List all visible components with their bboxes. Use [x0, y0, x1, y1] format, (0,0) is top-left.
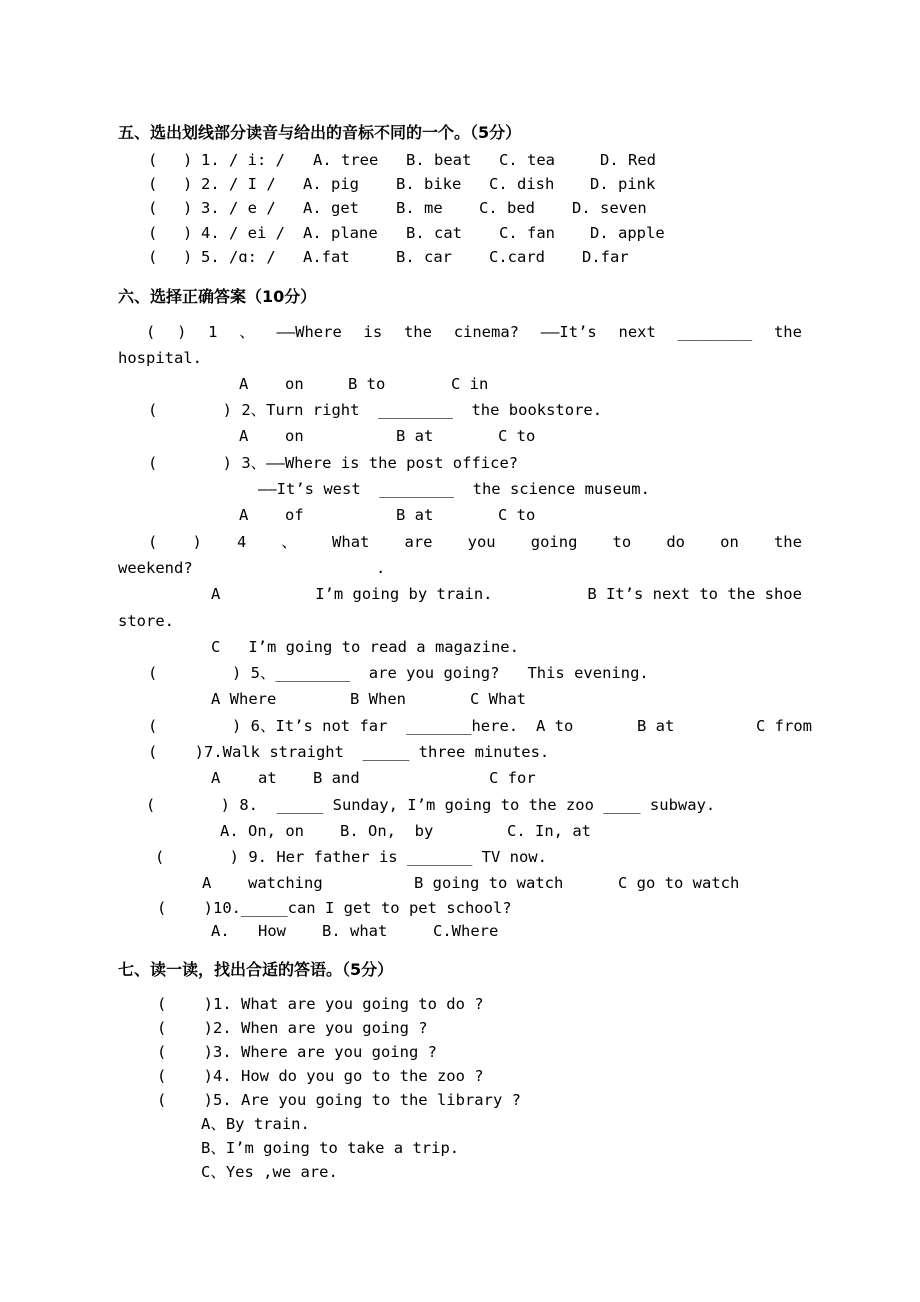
- option-b: B going to watch: [414, 874, 564, 892]
- option-a: A to: [536, 717, 574, 735]
- option-a: A. get: [303, 199, 359, 217]
- option-a: A. tree: [313, 151, 379, 169]
- section-5-title: 五、选出划线部分读音与给出的音标不同的一个。（5分）: [118, 123, 522, 142]
- answer-blank: ________: [677, 323, 753, 341]
- question-8: ( ) 8. _____ Sunday, I’m going to the zoo ____ subway.: [146, 796, 716, 814]
- matching-question: ( )2. When are you going ?: [157, 1019, 428, 1037]
- question-1-line: [118, 322, 802, 342]
- option-a-text: on: [285, 375, 304, 393]
- trailing-dot: .: [376, 559, 386, 577]
- question-10: ( )10._____can I get to pet school?: [157, 899, 512, 917]
- option-c: C go to watch: [618, 874, 740, 892]
- paren-open: (: [148, 151, 158, 169]
- paren-close: ): [183, 175, 193, 193]
- question-5: ( ) 5、________ are you going? This evening.: [148, 664, 649, 682]
- answer-choice: A、By train.: [201, 1115, 310, 1133]
- option-a-text: I’m going by train.: [315, 585, 493, 603]
- question-1-continuation: hospital.: [118, 349, 202, 367]
- option-c: C to: [498, 506, 536, 524]
- option-a-label: A: [239, 375, 249, 393]
- option-b: B to: [348, 375, 386, 393]
- option-c: C from: [756, 717, 812, 735]
- option-c: C.Where: [433, 922, 499, 940]
- option-b: B. beat: [406, 151, 472, 169]
- option-b: B. car: [396, 248, 452, 266]
- option-b: B. what: [322, 922, 388, 940]
- question-4-continuation: weekend?: [118, 559, 193, 577]
- answer-choice: B、I’m going to take a trip.: [201, 1139, 460, 1157]
- word: What: [332, 533, 370, 551]
- question-4-options-line: [118, 584, 802, 604]
- paren-close: ): [183, 151, 193, 169]
- paren-open: (: [148, 175, 158, 193]
- separator: 、: [281, 533, 297, 551]
- option-b-continuation: store.: [118, 612, 174, 630]
- question-2: ( ) 2、Turn right ________ the bookstore.: [148, 401, 603, 419]
- option-c: C What: [470, 690, 526, 708]
- option-a-label: A.: [211, 922, 230, 940]
- option-b: B. me: [396, 199, 443, 217]
- word: next: [618, 323, 656, 341]
- option-c: C for: [489, 769, 536, 787]
- option-a: A. plane: [303, 224, 378, 242]
- option-a-text: on: [285, 427, 304, 445]
- word: cinema?: [453, 323, 520, 341]
- section-7-title: 七、读一读，找出合适的答语。（5分）: [118, 960, 394, 979]
- question-3: ( ) 3、——Where is the post office?: [148, 454, 519, 472]
- option-b: B. On, by: [340, 822, 434, 840]
- option-d: D. seven: [572, 199, 647, 217]
- option-a-label: A: [202, 874, 212, 892]
- option-b: B at: [637, 717, 675, 735]
- option-b: B at: [396, 506, 434, 524]
- option-a-label: A: [211, 585, 221, 603]
- word: the: [773, 323, 802, 341]
- answer-choice: C、Yes ,we are.: [201, 1163, 338, 1181]
- word: to: [612, 533, 632, 551]
- matching-question: ( )4. How do you go to the zoo ?: [157, 1067, 484, 1085]
- option-a-label: A: [239, 427, 249, 445]
- question-4-line: [118, 532, 802, 552]
- paren-close: ): [183, 224, 193, 242]
- question-3-response: ——It’s west ________ the science museum.: [258, 480, 650, 498]
- option-a-text: watching: [248, 874, 323, 892]
- option-c: C in: [451, 375, 489, 393]
- option-d: D.far: [582, 248, 629, 266]
- option-a-text: How: [258, 922, 286, 940]
- option-b: B and: [313, 769, 360, 787]
- paren-open: (: [148, 224, 158, 242]
- question-6: ( ) 6、It’s not far _______here.: [148, 717, 519, 735]
- word: are: [404, 533, 433, 551]
- option-b: B When: [350, 690, 406, 708]
- paren-open: (: [146, 323, 156, 341]
- question-number: 1: [208, 323, 218, 341]
- option-d: D. pink: [590, 175, 656, 193]
- option-a-text: of: [285, 506, 304, 524]
- option-a: A.fat: [303, 248, 350, 266]
- option-c: C. bed: [479, 199, 535, 217]
- question-stem: 5. /ɑ: /: [201, 248, 276, 266]
- option-a-text: at: [258, 769, 277, 787]
- option-a: A Where: [211, 690, 277, 708]
- option-c: C. tea: [499, 151, 555, 169]
- paren-close: ): [177, 323, 187, 341]
- option-a: A. On, on: [220, 822, 304, 840]
- word: ——Where: [276, 323, 342, 341]
- paren-open: (: [148, 248, 158, 266]
- question-stem: 1. / i: /: [201, 151, 285, 169]
- question-stem: 2. / I /: [201, 175, 276, 193]
- word: is: [363, 323, 383, 341]
- paren-close: ): [183, 248, 193, 266]
- option-a-label: A: [239, 506, 249, 524]
- option-d: D. apple: [590, 224, 665, 242]
- option-d: D. Red: [600, 151, 656, 169]
- word: on: [720, 533, 739, 551]
- option-c: C.card: [489, 248, 545, 266]
- option-c: C I’m going to read a magazine.: [211, 638, 519, 656]
- word: you: [467, 533, 496, 551]
- paren-close: ): [192, 533, 202, 551]
- word: the: [773, 533, 802, 551]
- matching-question: ( )3. Where are you going ?: [157, 1043, 437, 1061]
- word: do: [666, 533, 686, 551]
- option-c: C. dish: [489, 175, 555, 193]
- word: going: [530, 533, 578, 551]
- question-7: ( )7.Walk straight _____ three minutes.: [148, 743, 550, 761]
- separator: 、: [239, 323, 255, 341]
- option-a: A. pig: [303, 175, 359, 193]
- word: ——It’s: [540, 323, 597, 341]
- option-a-label: A: [211, 769, 221, 787]
- word: the: [403, 323, 432, 341]
- matching-question: ( )5. Are you going to the library ?: [157, 1091, 521, 1109]
- paren-open: (: [148, 199, 158, 217]
- option-b: B at: [396, 427, 434, 445]
- option-c: C. In, at: [507, 822, 591, 840]
- question-stem: 3. / e /: [201, 199, 276, 217]
- section-6-title: 六、选择正确答案（10分）: [118, 287, 317, 306]
- option-b: B. bike: [396, 175, 462, 193]
- option-c: C. fan: [499, 224, 555, 242]
- option-b: B It’s next to the shoe: [587, 585, 802, 603]
- option-c: C to: [498, 427, 536, 445]
- question-9: ( ) 9. Her father is _______ TV now.: [155, 848, 547, 866]
- paren-close: ): [183, 199, 193, 217]
- option-b: B. cat: [406, 224, 462, 242]
- matching-question: ( )1. What are you going to do ?: [157, 995, 484, 1013]
- question-stem: 4. / ei /: [201, 224, 285, 242]
- question-number: 4: [236, 533, 247, 551]
- paren-open: (: [148, 533, 158, 551]
